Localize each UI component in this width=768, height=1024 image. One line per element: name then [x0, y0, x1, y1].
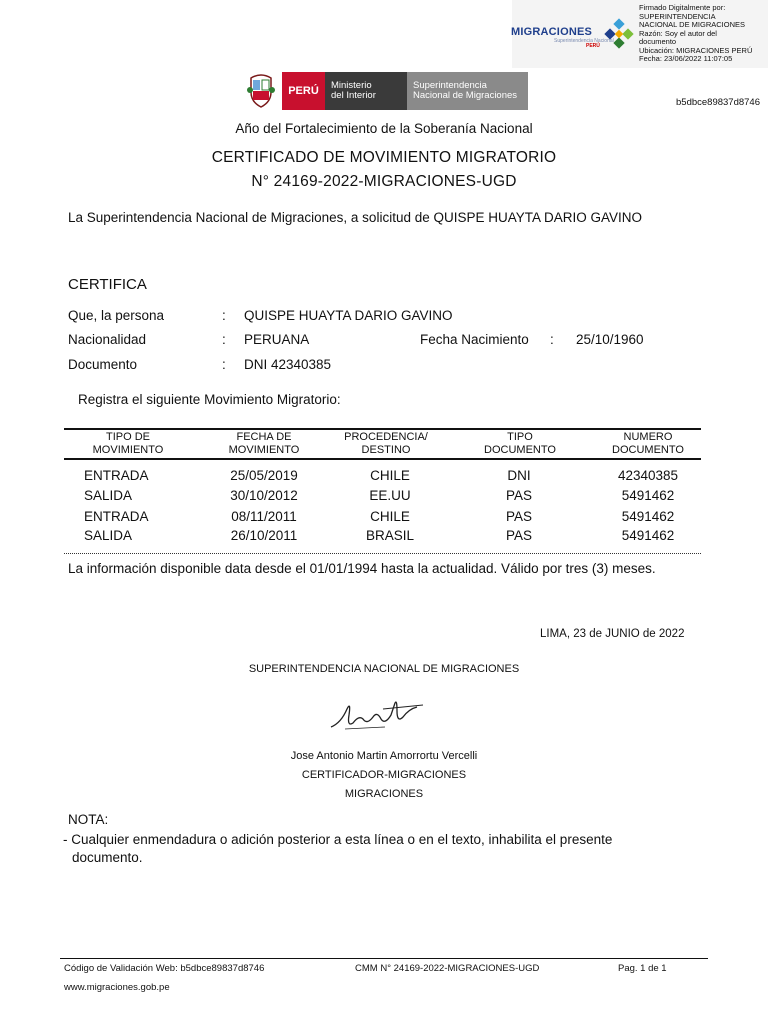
- cell-date: 26/10/2011: [230, 528, 298, 543]
- year-motto: Año del Fortalecimiento de la Soberanía Nacional: [235, 121, 533, 136]
- stamp-line: NACIONAL DE MIGRACIONES: [639, 20, 745, 29]
- cell-doc-type: PAS: [505, 528, 532, 543]
- header-line: MOVIMIENTO: [228, 444, 300, 456]
- signer-name: Jose Antonio Martin Amorrortu Vercelli: [290, 750, 478, 762]
- footer-validation-code: Código de Validación Web: b5dbce89837d8746: [64, 963, 265, 974]
- header-line: TIPO: [507, 431, 533, 443]
- footer-reference: CMM N° 24169-2022-MIGRACIONES-UGD: [355, 963, 540, 974]
- coat-of-arms-icon: [247, 72, 275, 108]
- person-value: QUISPE HUAYTA DARIO GAVINO: [244, 308, 453, 323]
- migraciones-logo-text: MIGRACIONES: [511, 26, 593, 38]
- document-value: DNI 42340385: [244, 357, 332, 372]
- header-line: PROCEDENCIA/: [344, 431, 428, 443]
- cell-date: 25/05/2019: [230, 468, 298, 483]
- colon: :: [550, 332, 554, 347]
- table-header-cell: [200, 431, 328, 457]
- document-title: CERTIFICADO DE MOVIMIENTO MIGRATORIO: [211, 149, 557, 166]
- stamp-line: Fecha: 23/06/2022 11:07:05: [639, 54, 733, 63]
- header-line: DOCUMENTO: [484, 444, 556, 456]
- document-number: N° 24169-2022-MIGRACIONES-UGD: [251, 173, 517, 190]
- person-label: Que, la persona: [68, 308, 165, 323]
- signature-stamp-text: [639, 4, 768, 64]
- peru-badge: [282, 72, 325, 110]
- nota-line-1: - Cualquier enmendadura o adición posterior a esta línea o en el texto, inhabilita el presente: [63, 832, 613, 847]
- cell-movement: ENTRADA: [84, 509, 149, 524]
- migraciones-logo-subtitle: Superintendencia Nacional: [554, 38, 614, 44]
- certifica-heading: CERTIFICA: [68, 276, 147, 293]
- cell-doc-number: 42340385: [617, 468, 679, 483]
- issuer-name: SUPERINTENDENCIA NACIONAL DE MIGRACIONES: [248, 663, 520, 675]
- colon: :: [222, 332, 226, 347]
- migraciones-logo-country: PERÚ: [586, 43, 600, 49]
- nationality-label: Nacionalidad: [68, 332, 147, 347]
- cell-doc-number: 5491462: [621, 509, 675, 524]
- header-line: DOCUMENTO: [612, 444, 684, 456]
- cell-doc-type: DNI: [507, 468, 531, 483]
- cell-origin: CHILE: [370, 509, 410, 524]
- cell-movement: SALIDA: [84, 488, 133, 503]
- stamp-line: Firmado Digitalmente por:: [639, 3, 726, 12]
- agency-line-1: Superintendencia: [413, 80, 487, 91]
- table-header-cell: [456, 431, 584, 457]
- cell-doc-type: PAS: [505, 509, 532, 524]
- colon: :: [222, 308, 226, 323]
- stamp-line: Ubicación: MIGRACIONES PERÚ: [639, 45, 753, 55]
- table-top-rule: [64, 428, 701, 430]
- place-date: LIMA, 23 de JUNIO de 2022: [540, 628, 685, 640]
- header-line: TIPO DE: [105, 431, 150, 443]
- cell-doc-type: PAS: [505, 488, 532, 503]
- header-line: NUMERO: [623, 431, 673, 443]
- handwritten-signature: [325, 693, 435, 738]
- cell-movement: ENTRADA: [84, 468, 149, 483]
- birth-label: Fecha Nacimiento: [420, 332, 529, 347]
- registra-text: Registra el siguiente Movimiento Migratorio:: [78, 392, 341, 407]
- ministry-badge: [325, 72, 407, 110]
- header-line: DESTINO: [361, 444, 411, 456]
- cell-doc-number: 5491462: [621, 528, 675, 543]
- table-header-rule: [64, 458, 701, 460]
- header-line: MOVIMIENTO: [92, 444, 164, 456]
- cell-date: 30/10/2012: [230, 488, 298, 503]
- agency-line-2: Nacional de Migraciones: [413, 90, 518, 101]
- agency-badge: [407, 72, 528, 110]
- colon: :: [222, 357, 226, 372]
- cell-doc-number: 5491462: [621, 488, 675, 503]
- table-header-cell: [64, 431, 192, 457]
- signer-org: MIGRACIONES: [344, 788, 424, 800]
- footer-page-number: Pag. 1 de 1: [618, 963, 667, 974]
- validity-info: La información disponible data desde el 01/01/1994 hasta la actualidad. Válido por tres (3) meses.: [68, 561, 656, 576]
- signer-role: CERTIFICADOR-MIGRACIONES: [301, 769, 467, 781]
- header-hash: b5dbce89837d8746: [676, 97, 761, 108]
- table-header-cell: [322, 431, 450, 457]
- footer-website: www.migraciones.gob.pe: [64, 982, 170, 993]
- cell-origin: BRASIL: [365, 528, 415, 543]
- cell-origin: EE.UU: [369, 488, 411, 503]
- ministry-line-1: Ministerio: [331, 80, 372, 91]
- birth-value: 25/10/1960: [576, 332, 644, 347]
- table-header-cell: [584, 431, 712, 457]
- stamp-line: SUPERINTENDENCIA: [639, 11, 716, 21]
- table-bottom-rule: [64, 553, 701, 554]
- nota-heading: NOTA:: [68, 812, 109, 827]
- document-label: Documento: [68, 357, 138, 372]
- stamp-line: Razón: Soy el autor del: [639, 28, 717, 38]
- cell-origin: CHILE: [370, 468, 410, 483]
- stamp-line: documento: [639, 37, 677, 46]
- header-line: FECHA DE: [236, 431, 292, 443]
- cell-date: 08/11/2011: [231, 509, 297, 524]
- intro-paragraph: La Superintendencia Nacional de Migraciones, a solicitud de QUISPE HUAYTA DARIO GAVINO: [68, 210, 643, 225]
- cell-movement: SALIDA: [84, 528, 133, 543]
- footer-rule: [60, 958, 708, 959]
- nota-line-2: documento.: [72, 850, 143, 865]
- ministry-line-2: del Interior: [331, 90, 376, 101]
- migraciones-logo-icon: [602, 18, 636, 52]
- peru-badge-label: PERÚ: [288, 85, 319, 97]
- nationality-value: PERUANA: [244, 332, 310, 347]
